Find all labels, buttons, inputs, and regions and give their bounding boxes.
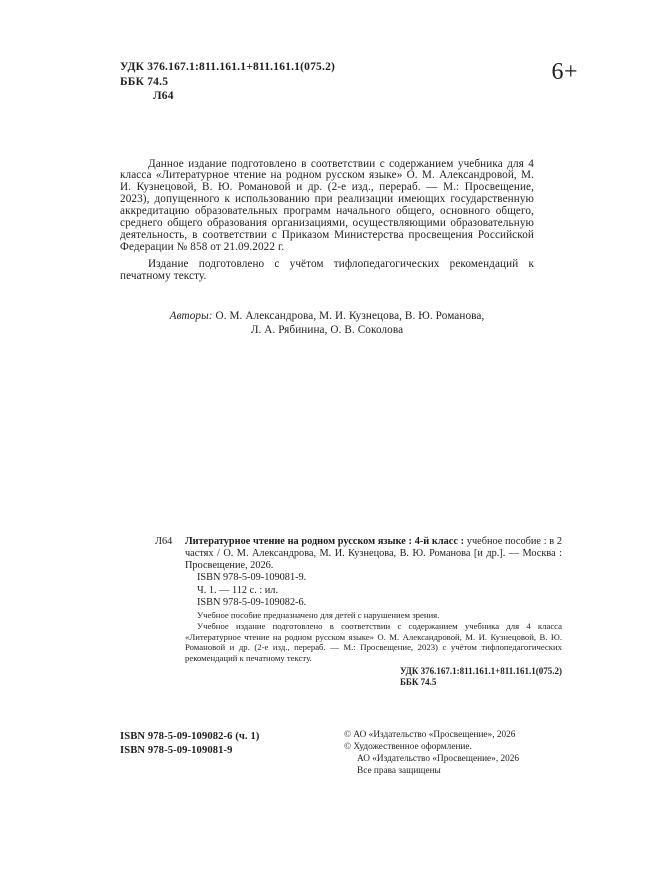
catalog-record-rest: учебное пособие : в 2 частях / О. М. Александрова, М. И. Кузнецова, В. Ю. Романова [и др.]. — Москва : Просвещение, 2026. xyxy=(185,535,563,572)
catalog-entry xyxy=(155,536,562,689)
authors-line-2: Л. А. Рябинина, О. В. Соколова xyxy=(250,323,404,336)
part-info-line: Ч. 1. — 112 с. : ил. xyxy=(197,584,279,596)
footer-row xyxy=(120,730,562,777)
footer-isbn-part: ISBN 978-5-09-109082-6 (ч. 1) xyxy=(120,731,260,743)
catalog-udk-line: УДК 376.167.1:811.161.1+811.161.1(075.2) xyxy=(399,666,562,677)
copyright-line-3: АО «Издательство «Просвещение», 2026 xyxy=(357,753,520,764)
copyright-line-1: © АО «Издательство «Просвещение», 2026 xyxy=(344,730,516,741)
udk-line: УДК 376.167.1:811.161.1+811.161.1(075.2) xyxy=(120,61,336,73)
isbn-part-line: ISBN 978-5-09-109082-6. xyxy=(197,597,307,609)
authors-block xyxy=(120,309,534,337)
footer-isbn-block xyxy=(120,730,260,757)
vision-note-line: Учебное пособие предназначено для детей с нарушением зрения. xyxy=(197,610,440,621)
classification-codes xyxy=(120,60,335,104)
bbk-line: ББК 74.5 xyxy=(120,75,169,88)
catalog-record-column xyxy=(185,536,562,689)
catalog-bbk-line: ББК 74.5 xyxy=(399,677,437,688)
top-codes-row xyxy=(0,0,650,104)
footer-isbn-series: ISBN 978-5-09-109081-9 xyxy=(120,744,233,756)
copyright-line-2: © Художественное оформление. xyxy=(344,742,472,753)
copyright-line-4: Все права защищены xyxy=(357,765,441,776)
catalog-author-mark: Л64 xyxy=(155,535,173,547)
catalog-classification-codes xyxy=(185,666,562,688)
authors-label: Авторы: xyxy=(169,309,213,322)
isbn-series-line: ISBN 978-5-09-109081-9. xyxy=(197,572,307,584)
age-rating-badge: 6+ xyxy=(551,59,578,85)
typhlo-note-paragraph: Издание подготовлено с учётом тифлопедагогических рекомендаций к печатному тексту. xyxy=(120,257,534,282)
catalog-title: Литературное чтение на родном русском языке : 4-й класс : xyxy=(185,535,465,547)
copyright-block xyxy=(344,730,562,777)
author-mark: Л64 xyxy=(153,90,174,102)
edition-note-small: Учебное издание подготовлено в соответствии с содержанием учебника для 4 класса «Литературное чтение на родном русском языке» О. М. Александровой, М. И. Кузнецовой, В. Ю. Романовой и др. (2-е изд., перераб. — М.: Просвещение, 2023) с учётом тифлопедагогических рекомендаций к печатному тексту. xyxy=(185,620,562,663)
edition-compliance-paragraph: Данное издание подготовлено в соответствии с содержанием учебника для 4 класса «Литературное чтение на родном русском языке» О. М. Александровой, М. И. Кузнецовой, В. Ю. Романовой и др. (2-е изд., перераб. — М.: Просвещение, 2023), допущенного к использованию при реализации имеющих государственную аккредитацию образовательных программ начального общего, основного общего, среднего общего образования организациями, осуществляющими образовательную деятельность, в соответствии с Приказом Министерства просвещения Российской Федерации № 858 от 21.09.2022 г. xyxy=(120,157,534,253)
catalog-record xyxy=(185,536,562,573)
main-text-column xyxy=(120,159,534,337)
authors-line-1: О. М. Александрова, М. И. Кузнецова, В. Ю. Романова, xyxy=(212,309,485,322)
